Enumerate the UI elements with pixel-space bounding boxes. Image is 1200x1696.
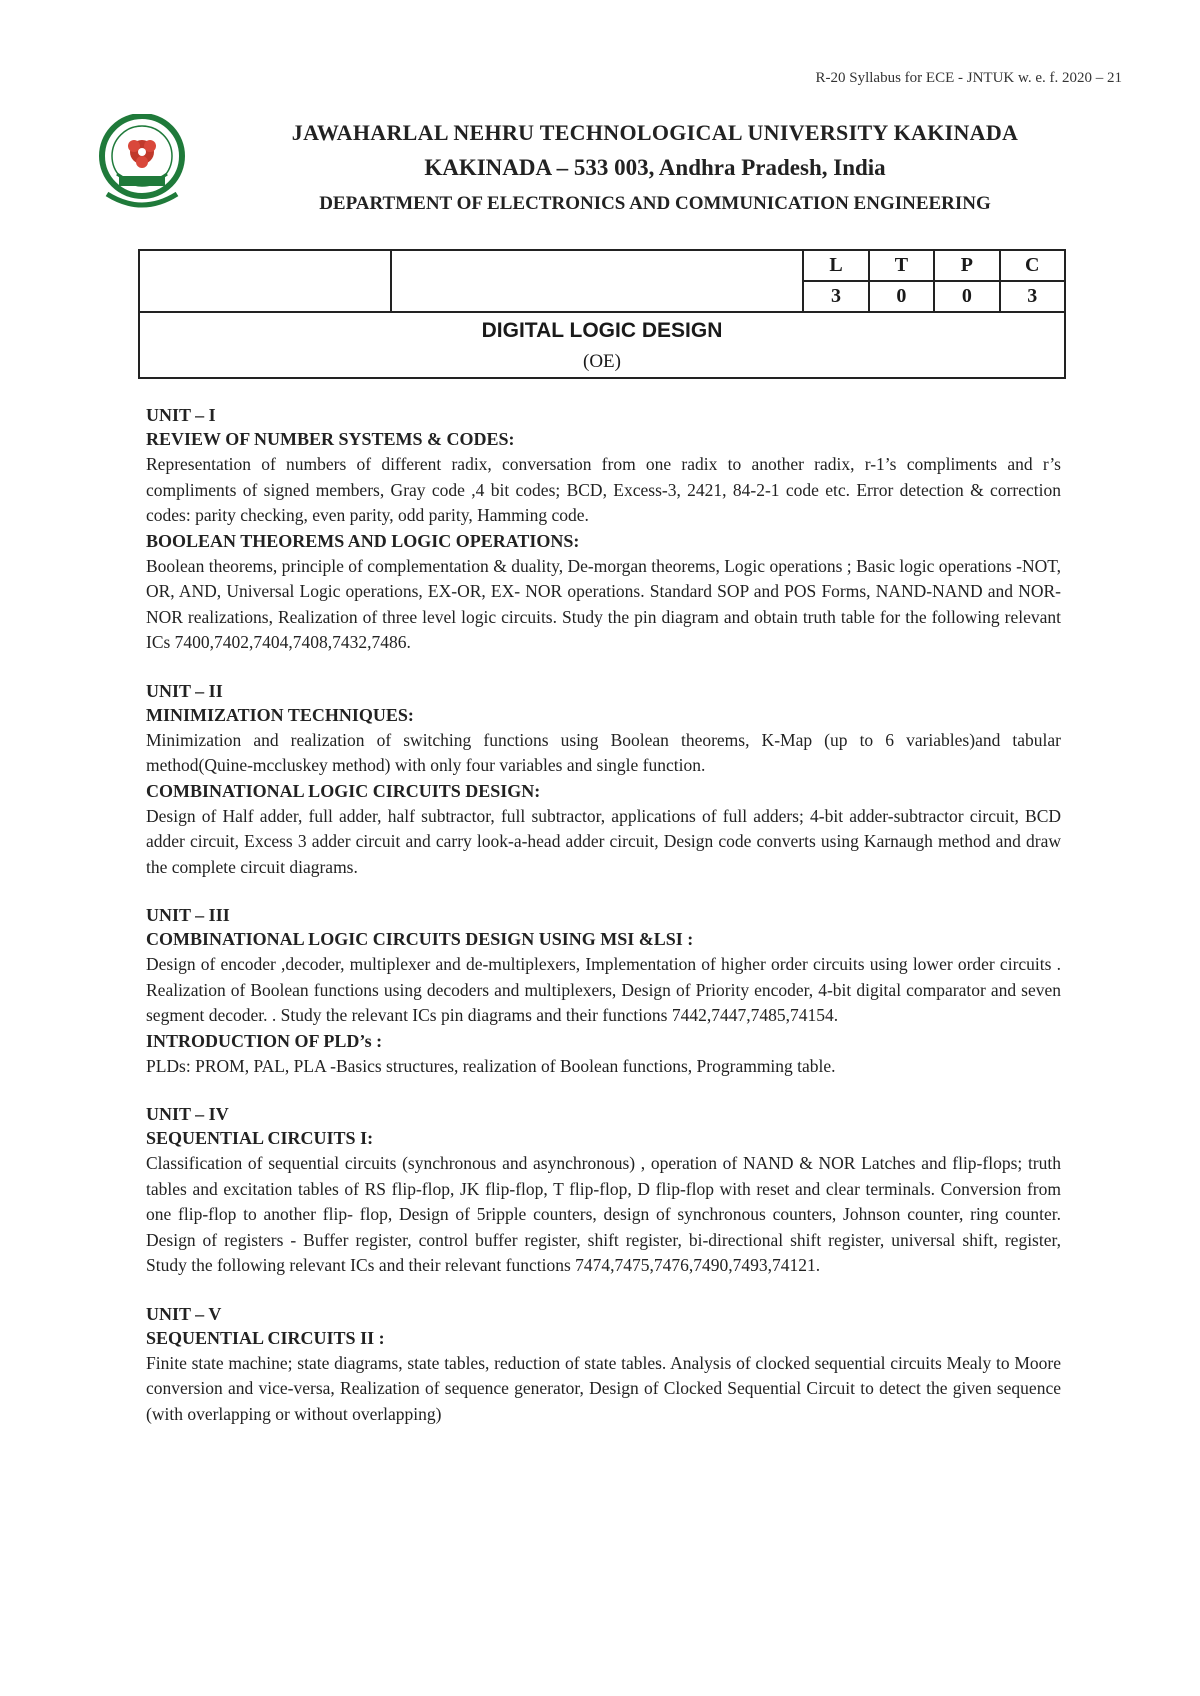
ltpc-header-t: T	[869, 250, 934, 281]
unit-3	[146, 903, 1061, 1079]
section-body: Representation of numbers of different radix, conversation from one radix to another radix, r-1’s compliments and r’s compliments of signed members, Gray code ,4 bit codes; BCD, Excess-3, 2421, 84-2-1 code etc. Error detection & correction codes: parity checking, even parity, odd parity, Hamming code.	[146, 454, 1061, 525]
section-body: Design of Half adder, full adder, half subtractor, full subtractor, applications of full adders; 4-bit adder-subtractor circuit, BCD adder circuit, Excess 3 adder circuit and carry look-a-head adder circuit, Design code converts using Karnaugh method and draw the complete circuit diagrams.	[146, 805, 1061, 877]
unit-2	[146, 679, 1061, 881]
unit-label: UNIT – I	[146, 405, 216, 425]
unit-1	[146, 403, 1061, 656]
section-title: INTRODUCTION OF PLD’s :	[146, 1030, 383, 1051]
university-logo	[97, 114, 187, 224]
section-body: Boolean theorems, principle of complementation & duality, De-morgan theorems, Logic operations ; Basic logic operations -NOT, OR, AND, Universal Logic operations, EX-OR, EX- NOR operations. Standard SOP and POS Forms, NAND-NAND and NOR-NOR realizations, Realization of three level logic circuits. Study the pin diagram and obtain truth table for the following relevant ICs 7400,7402,7404,7408,7432,7486.	[146, 555, 1061, 652]
unit-label: UNIT – IV	[146, 1104, 229, 1124]
running-header: R-20 Syllabus for ECE - JNTUK w. e. f. 2020 – 21	[815, 70, 1122, 86]
section-title: REVIEW OF NUMBER SYSTEMS & CODES:	[146, 429, 515, 449]
section-body: Finite state machine; state diagrams, state tables, reduction of state tables. Analysis of clocked sequential circuits Mealy to Moore conversion and vice-versa, Realization of sequence generator, Design of Clocked Sequential Circuit to detect the given sequence (with overlapping or without overlapping)	[146, 1352, 1061, 1424]
section-title: BOOLEAN THEOREMS AND LOGIC OPERATIONS:	[146, 530, 580, 551]
section-body: Minimization and realization of switching functions using Boolean theorems, K-Map (up to 6 variables)and tabular method(Quine-mccluskey method) with only four variables and single function.	[146, 729, 1061, 775]
ltpc-value-p: 0	[934, 281, 999, 312]
unit-label: UNIT – III	[146, 905, 230, 925]
course-code-cell	[139, 250, 391, 312]
unit-4	[146, 1102, 1061, 1279]
ltpc-value-t: 0	[869, 281, 934, 312]
course-title: DIGITAL LOGIC DESIGN	[481, 319, 723, 342]
course-blank-cell	[391, 250, 803, 312]
section-title: SEQUENTIAL CIRCUITS II :	[146, 1327, 385, 1348]
ltpc-header-p: P	[934, 250, 999, 281]
syllabus-units	[146, 403, 1061, 1450]
section-title: COMBINATIONAL LOGIC CIRCUITS DESIGN USING MSI &LSI :	[146, 929, 694, 949]
course-title-cell	[139, 312, 1065, 378]
course-subtitle: (OE)	[583, 351, 621, 372]
section-title: COMBINATIONAL LOGIC CIRCUITS DESIGN:	[146, 780, 541, 801]
section-body: Design of encoder ,decoder, multiplexer and de-multiplexers, Implementation of higher order circuits using lower order circuits . Realization of Boolean functions using decoders and multiplexers, Design of Priority encoder, 4-bit digital comparator and seven segment decoder. . Study the relevant ICs pin diagrams and their functions 7442,7447,7485,74154.	[146, 954, 1061, 1025]
section-body: PLDs: PROM, PAL, PLA -Basics structures, realization of Boolean functions, Programming table.	[146, 1055, 836, 1076]
unit-5	[146, 1302, 1061, 1428]
unit-label: UNIT – II	[146, 680, 223, 701]
section-body: Classification of sequential circuits (synchronous and asynchronous) , operation of NAND & NOR Latches and flip-flops; truth tables and excitation tables of RS flip-flop, JK flip-flop, T flip-flop, D flip-flop with reset and clear terminals. Conversion from one flip-flop to another flip- flop, Design of 5ripple counters, design of synchronous counters, Johnson counter, ring counter. Design of registers - Buffer register, control buffer register, shift register, bi-directional shift register, universal shift, register, Study the following relevant ICs and their relevant functions 7474,7475,7476,7490,7493,74121.	[146, 1153, 1061, 1275]
section-title: SEQUENTIAL CIRCUITS I:	[146, 1128, 374, 1148]
course-info-table	[138, 249, 1066, 379]
university-address: KAKINADA – 533 003, Andhra Pradesh, India	[424, 155, 886, 180]
ltpc-value-l: 3	[803, 281, 868, 312]
section-title: MINIMIZATION TECHNIQUES:	[146, 704, 414, 725]
university-name: JAWAHARLAL NEHRU TECHNOLOGICAL UNIVERSITY KAKINADA	[291, 120, 1019, 145]
ltpc-header-c: C	[1000, 250, 1065, 281]
unit-label: UNIT – V	[146, 1303, 222, 1324]
ltpc-header-l: L	[803, 250, 868, 281]
department-name: DEPARTMENT OF ELECTRONICS AND COMMUNICATION ENGINEERING	[319, 193, 991, 214]
ltpc-value-c: 3	[1000, 281, 1065, 312]
